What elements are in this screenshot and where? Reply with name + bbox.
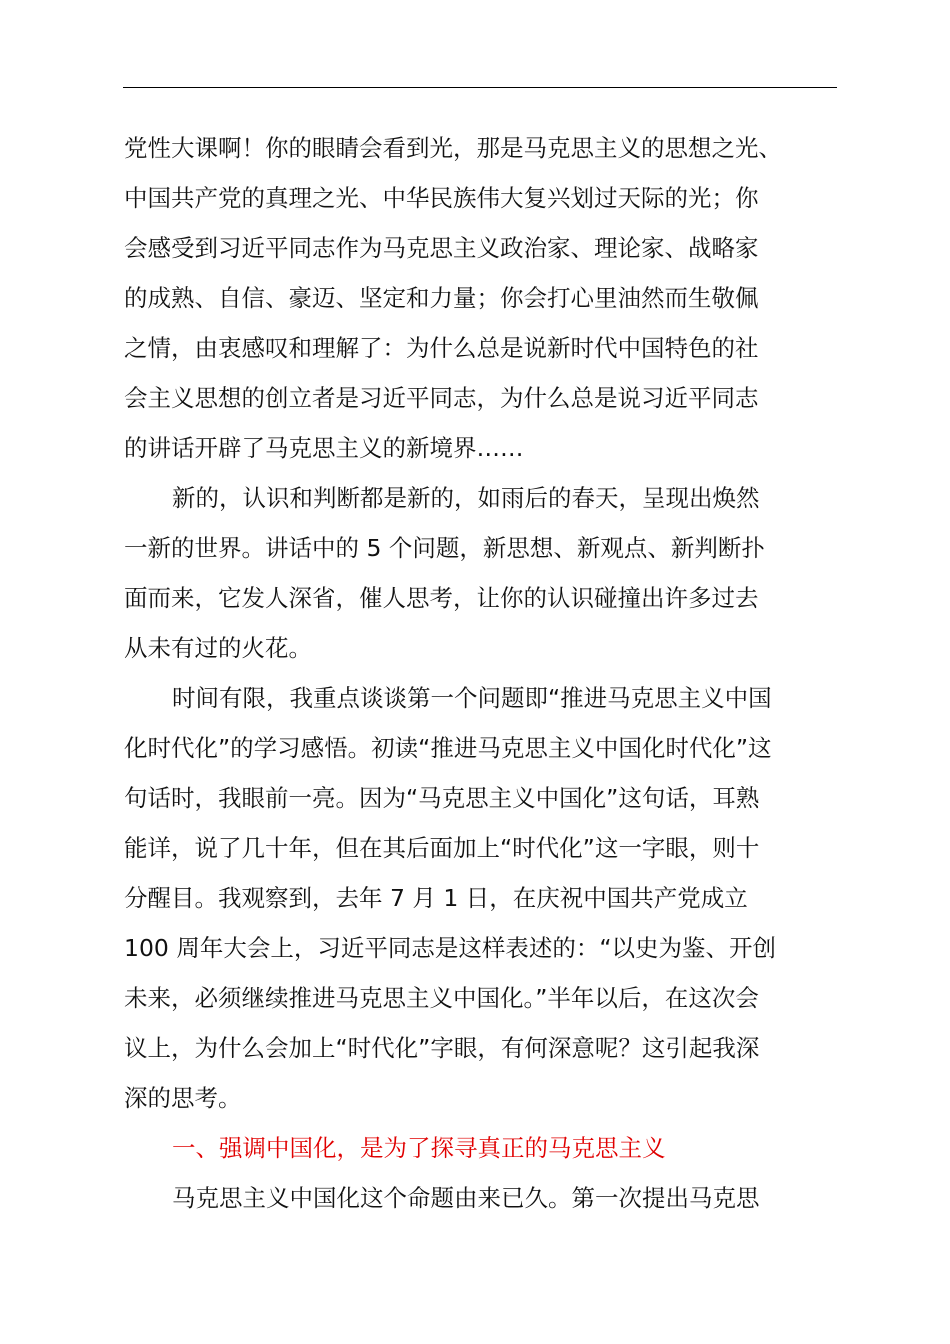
paragraph-section-start [124,1173,838,1223]
text-line: 的讲话开辟了马克思主义的新境界…… [124,434,524,462]
text-line: 深的思考。 [124,1084,242,1112]
text-line: 之情，由衷感叹和理解了：为什么总是说新时代中国特色的社 [124,334,759,362]
text-line: 会感受到习近平同志作为马克思主义政治家、理论家、战略家 [124,234,759,262]
text-line: 时间有限，我重点谈谈第一个问题即“推进马克思主义中国 [172,684,772,712]
text-line: 面而来，它发人深省，催人思考，让你的认识碰撞出许多过去 [124,584,759,612]
header-rule [123,87,837,88]
text-line: 未来，必须继续推进马克思主义中国化。”半年以后，在这次会 [124,984,759,1012]
text-line: 化时代化”的学习感悟。初读“推进马克思主义中国化时代化”这 [124,734,772,762]
text-line: 会主义思想的创立者是习近平同志，为什么总是说习近平同志 [124,384,759,412]
text-line: 能详，说了几十年，但在其后面加上“时代化”这一字眼，则十 [124,834,760,862]
paragraph-first-question [124,673,838,1123]
text-line: 党性大课啊！你的眼睛会看到光，那是马克思主义的思想之光、 [124,134,782,162]
paragraph-new-world [124,473,838,673]
text-line: 议上，为什么会加上“时代化”字眼，有何深意呢？这引起我深 [124,1034,760,1062]
document-body [124,123,838,1223]
text-line: 一新的世界。讲话中的 5 个问题，新思想、新观点、新判断扑 [124,534,765,562]
text-line: 的成熟、自信、豪迈、坚定和力量；你会打心里油然而生敬佩 [124,284,759,312]
text-line: 从未有过的火花。 [124,634,312,662]
text-line: 句话时，我眼前一亮。因为“马克思主义中国化”这句话，耳熟 [124,784,760,812]
section-heading-text: 一、强调中国化，是为了探寻真正的马克思主义 [172,1134,666,1162]
section-heading [124,1123,838,1173]
text-line: 马克思主义中国化这个命题由来已久。第一次提出马克思 [172,1184,760,1212]
text-line: 分醒目。我观察到，去年 7 月 1 日，在庆祝中国共产党成立 [124,884,748,912]
text-line: 新的，认识和判断都是新的，如雨后的春天，呈现出焕然 [172,484,760,512]
text-line: 100 周年大会上，习近平同志是这样表述的：“以史为鉴、开创 [124,934,776,962]
text-line: 中国共产党的真理之光、中华民族伟大复兴划过天际的光；你 [124,184,759,212]
paragraph-continuation [124,123,838,473]
